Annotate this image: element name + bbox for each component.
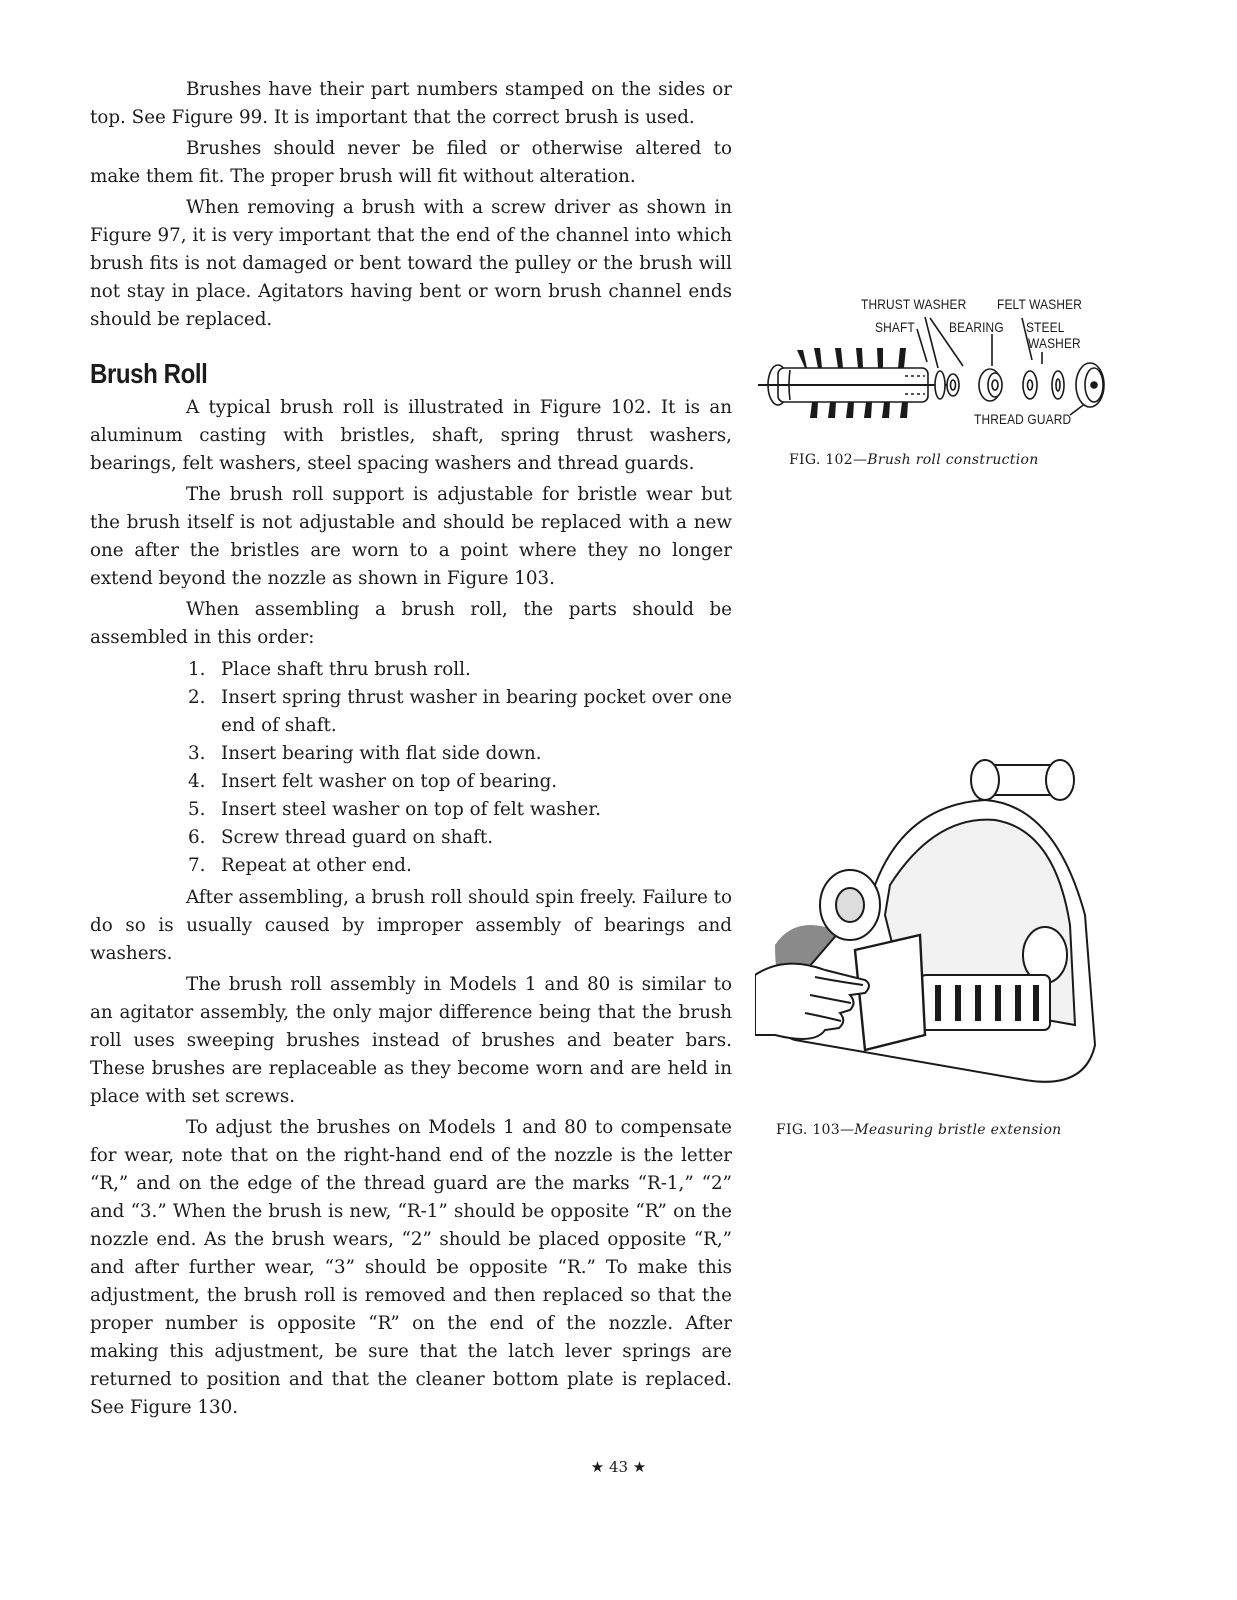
- step-number: 2.: [188, 687, 206, 708]
- label-thrust-washer: THRUST WASHER: [861, 296, 967, 312]
- step-text: Screw thread guard on shaft.: [221, 827, 494, 848]
- step-number: 7.: [188, 855, 206, 876]
- step-number: 3.: [188, 743, 206, 764]
- step-text: Insert steel washer on top of felt washer.: [221, 799, 601, 820]
- caption-prefix: FIG. 102—: [789, 452, 868, 468]
- list-item: [188, 852, 732, 880]
- figure-102: [750, 290, 1110, 440]
- list-item: [188, 796, 732, 824]
- figure-102-caption: [789, 452, 1039, 468]
- list-item: [188, 656, 732, 684]
- label-washer: WASHER: [1028, 335, 1081, 351]
- main-text-column: [90, 76, 732, 1425]
- figure-103-caption: [776, 1122, 1062, 1138]
- paragraph: To adjust the brushes on Models 1 and 80 to compensate for wear, note that on the right-hand end of the nozzle is the letter “R,” and on the edge of the thread guard are the marks “R-1,” “2” and “3.” When the brush is new, “R-1” should be opposite “R” on the nozzle end. As the brush wears, “2” should be placed opposite “R,” and after further wear, “3” should be opposite “R.” To make this adjustment, the brush roll is removed and then replaced so that the proper number is opposite “R” on the end of the nozzle. After making this adjustment, be sure that the latch lever springs are returned to position and that the cleaner bottom plate is replaced. See Figure 130.: [90, 1117, 732, 1418]
- list-item: [188, 768, 732, 796]
- step-text: Repeat at other end.: [221, 855, 412, 876]
- paragraph: Brushes should never be filed or otherwise altered to make them fit. The proper brush will fit without alteration.: [90, 138, 732, 187]
- nozzle-hand-illustration: [755, 745, 1120, 1100]
- section-heading: Brush Roll: [90, 358, 208, 389]
- step-number: 6.: [188, 827, 206, 848]
- paragraph: The brush roll assembly in Models 1 and 80 is similar to an agitator assembly, the only major difference being that the brush roll uses sweeping brushes instead of brushes and beater bars. These brushes are replaceable as they become worn and are held in place with set screws.: [90, 974, 732, 1107]
- step-number: 5.: [188, 799, 206, 820]
- paragraph: Brushes have their part numbers stamped on the sides or top. See Figure 99. It is important that the correct brush is used.: [90, 79, 732, 128]
- step-text: Insert spring thrust washer in bearing pocket over one end of shaft.: [221, 687, 732, 736]
- paragraph: A typical brush roll is illustrated in Figure 102. It is an aluminum casting with bristles, shaft, spring thrust washers, bearings, felt washers, steel spacing washers and thread guards.: [90, 397, 732, 474]
- caption-prefix: FIG. 103—: [776, 1122, 855, 1138]
- step-text: Place shaft thru brush roll.: [221, 659, 471, 680]
- label-shaft: SHAFT: [875, 319, 915, 335]
- caption-text: Measuring bristle extension: [854, 1122, 1062, 1138]
- list-item: [188, 684, 732, 740]
- list-item: [188, 740, 732, 768]
- label-steel: STEEL: [1026, 319, 1065, 335]
- label-felt-washer: FELT WASHER: [997, 296, 1082, 312]
- paragraph: After assembling, a brush roll should spin freely. Failure to do so is usually caused by improper assembly of bearings and washers.: [90, 887, 732, 964]
- assembly-steps-list: [90, 656, 732, 880]
- step-text: Insert bearing with flat side down.: [221, 743, 542, 764]
- page-number: ★ 43 ★: [590, 1458, 647, 1476]
- label-thread-guard: THREAD GUARD: [974, 411, 1072, 427]
- paragraph: When assembling a brush roll, the parts should be assembled in this order:: [90, 599, 732, 648]
- brush-roll-diagram: [750, 290, 1110, 440]
- paragraph: The brush roll support is adjustable for bristle wear but the brush itself is not adjustable and should be replaced with a new one after the bristles are worn to a point where they no longer extend beyond the nozzle as shown in Figure 103.: [90, 484, 732, 589]
- paragraph: When removing a brush with a screw driver as shown in Figure 97, it is very important that the end of the channel into which brush fits is not damaged or bent toward the pulley or the brush will not stay in place. Agitators having bent or worn brush channel ends should be replaced.: [90, 197, 732, 330]
- figure-103: [755, 745, 1120, 1100]
- list-item: [188, 824, 732, 852]
- caption-text: Brush roll construction: [867, 452, 1039, 468]
- label-bearing: BEARING: [949, 319, 1004, 335]
- step-text: Insert felt washer on top of bearing.: [221, 771, 558, 792]
- step-number: 4.: [188, 771, 206, 792]
- step-number: 1.: [188, 659, 206, 680]
